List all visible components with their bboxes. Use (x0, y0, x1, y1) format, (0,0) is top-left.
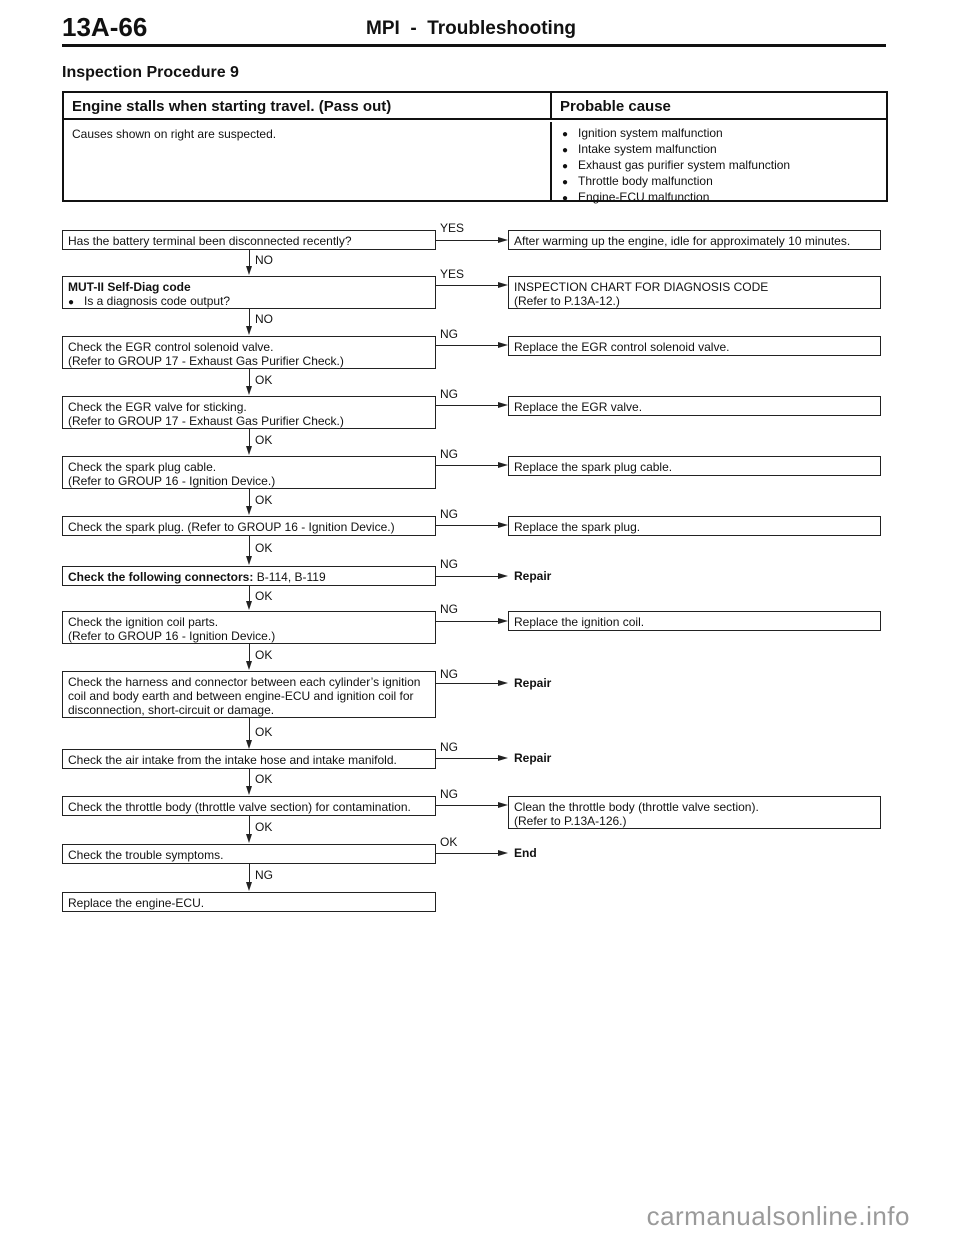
check-connectors-label: Check the following connectors: (68, 570, 254, 584)
check-line: Check the air intake from the intake hose and intake manifold. (68, 753, 397, 767)
arrow-down-icon (246, 506, 252, 515)
arrow-right-icon (498, 342, 508, 348)
check-line: Check the harness and connector between each cylinder’s ignition (68, 675, 421, 689)
connector-right (436, 285, 498, 286)
result-text: Repair (514, 676, 552, 690)
cause-text: Intake system malfunction (578, 142, 717, 156)
bullet-icon: ● (562, 129, 569, 140)
check-line: Check the throttle body (throttle valve section) for contamination. (68, 800, 411, 814)
connector-right (436, 758, 498, 759)
check-line: (Refer to GROUP 17 - Exhaust Gas Purifier Check.) (68, 354, 344, 368)
header-divider (62, 44, 886, 47)
result-line: Clean the throttle body (throttle valve section). (514, 800, 759, 814)
arrow-down-icon (246, 882, 252, 891)
check-box (62, 336, 436, 369)
result-box (508, 796, 881, 829)
check-line: Replace the engine-ECU. (68, 896, 205, 910)
connector-right (436, 525, 498, 526)
result-box (508, 230, 881, 250)
result-line: Replace the ignition coil. (514, 615, 645, 629)
bullet-icon: ● (68, 297, 75, 308)
result-text: Repair (514, 569, 552, 583)
check-box (62, 892, 436, 912)
result-box (508, 611, 881, 631)
arrow-right-icon (498, 522, 508, 528)
check-question: Is a diagnosis code output? (84, 294, 231, 308)
branch-label-down: OK (255, 725, 273, 739)
arrow-down-icon (246, 834, 252, 843)
branch-label-right: NG (440, 327, 458, 341)
result-line: Replace the spark plug. (514, 520, 641, 534)
cause-header: Probable cause (552, 93, 886, 120)
result-line: After warming up the engine, idle for approximately 10 minutes. (514, 234, 851, 248)
result-text: Repair (514, 751, 552, 765)
arrow-down-icon (246, 601, 252, 610)
arrow-right-icon (498, 462, 508, 468)
check-line: disconnection, short-circuit or damage. (68, 703, 275, 717)
branch-label-down: OK (255, 433, 273, 447)
connector-codes: B-114, B-119 (253, 570, 326, 584)
check-line: coil and body earth and between engine-ECU and ignition coil for (68, 689, 414, 703)
check-box (62, 456, 436, 489)
problem-table (62, 91, 888, 202)
branch-label-down: NO (255, 253, 273, 267)
connector-down (249, 864, 250, 882)
connector-right (436, 805, 498, 806)
branch-label-right: YES (440, 267, 465, 281)
cause-text: Exhaust gas purifier system malfunction (578, 158, 791, 172)
arrow-right-icon (498, 755, 508, 761)
branch-label-right: NG (440, 387, 458, 401)
check-line (68, 294, 430, 310)
branch-label-right: OK (440, 835, 458, 849)
arrow-down-icon (246, 661, 252, 670)
branch-label-right: NG (440, 740, 458, 754)
check-box (62, 671, 436, 718)
cause-text: Throttle body malfunction (578, 174, 713, 188)
arrow-down-icon (246, 740, 252, 749)
connector-down (249, 489, 250, 506)
branch-label-right: YES (440, 221, 465, 235)
page-code: 13A-66 (62, 12, 148, 42)
arrow-down-icon (246, 446, 252, 455)
check-line: Check the ignition coil parts. (68, 615, 219, 629)
cause-text: Ignition system malfunction (578, 126, 723, 140)
connector-right (436, 853, 498, 854)
arrow-right-icon (498, 402, 508, 408)
bullet-icon: ● (562, 177, 569, 188)
cause-list (552, 122, 896, 206)
result-line: INSPECTION CHART FOR DIAGNOSIS CODE (514, 280, 769, 294)
check-line: Check the spark plug. (Refer to GROUP 16 - Ignition Device.) (68, 520, 395, 534)
page-title: MPI - Troubleshooting (366, 18, 577, 39)
cause-item (562, 190, 896, 206)
connector-right (436, 240, 498, 241)
check-line: Check the trouble symptoms. (68, 848, 224, 862)
branch-label-down: OK (255, 648, 273, 662)
connector-down (249, 644, 250, 661)
check-line: (Refer to GROUP 17 - Exhaust Gas Purifier Check.) (68, 414, 344, 428)
cause-item (562, 174, 896, 190)
branch-label-down: OK (255, 541, 273, 555)
connector-down (249, 586, 250, 601)
connector-down (249, 816, 250, 834)
check-line: (Refer to GROUP 16 - Ignition Device.) (68, 629, 276, 643)
check-box (62, 566, 436, 586)
check-box (62, 611, 436, 644)
branch-label-right: NG (440, 447, 458, 461)
bullet-icon: ● (562, 193, 569, 204)
branch-label-down: OK (255, 589, 273, 603)
result-line: (Refer to P.13A-126.) (514, 814, 627, 828)
branch-label-down: OK (255, 493, 273, 507)
connector-down (249, 369, 250, 386)
mut-self-diag-title: MUT-II Self-Diag code (68, 280, 191, 294)
cause-item (562, 126, 896, 142)
check-box (62, 749, 436, 769)
arrow-right-icon (498, 802, 508, 808)
check-box (62, 844, 436, 864)
arrow-right-icon (498, 680, 508, 686)
connector-down (249, 718, 250, 740)
check-line: Check the spark plug cable. (68, 460, 217, 474)
result-box (508, 516, 881, 536)
result-box (508, 276, 881, 309)
check-line: Check the EGR control solenoid valve. (68, 340, 274, 354)
check-line: Has the battery terminal been disconnected recently? (68, 234, 352, 248)
branch-label-down: OK (255, 820, 273, 834)
connector-right (436, 576, 498, 577)
check-box (62, 796, 436, 816)
branch-label-down: NO (255, 312, 273, 326)
connector-right (436, 683, 498, 684)
branch-label-right: NG (440, 787, 458, 801)
connector-right (436, 465, 498, 466)
symptom-description: Causes shown on right are suspected. (64, 122, 552, 200)
check-line: (Refer to GROUP 16 - Ignition Device.) (68, 474, 276, 488)
arrow-right-icon (498, 850, 508, 856)
arrow-down-icon (246, 326, 252, 335)
bullet-icon: ● (562, 145, 569, 156)
connector-down (249, 429, 250, 446)
result-line: Replace the EGR valve. (514, 400, 643, 414)
arrow-down-icon (246, 786, 252, 795)
check-box (62, 396, 436, 429)
cause-text: Engine-ECU malfunction (578, 190, 710, 204)
connector-down (249, 250, 250, 266)
connector-right (436, 621, 498, 622)
branch-label-right: NG (440, 557, 458, 571)
result-line: Replace the spark plug cable. (514, 460, 673, 474)
result-line: (Refer to P.13A-12.) (514, 294, 620, 308)
arrow-right-icon (498, 282, 508, 288)
result-line: Replace the EGR control solenoid valve. (514, 340, 730, 354)
symptom-header: Engine stalls when starting travel. (Pass out) (64, 93, 552, 120)
cause-item (562, 142, 896, 158)
branch-label-down: NG (255, 868, 273, 882)
bullet-icon: ● (562, 161, 569, 172)
connector-right (436, 405, 498, 406)
arrow-right-icon (498, 618, 508, 624)
check-box (62, 516, 436, 536)
connector-down (249, 536, 250, 556)
arrow-down-icon (246, 556, 252, 565)
check-box (62, 230, 436, 250)
connector-right (436, 345, 498, 346)
branch-label-down: OK (255, 373, 273, 387)
arrow-right-icon (498, 237, 508, 243)
connector-down (249, 769, 250, 786)
branch-label-right: NG (440, 667, 458, 681)
connector-down (249, 309, 250, 326)
result-box (508, 456, 881, 476)
branch-label-right: NG (440, 602, 458, 616)
arrow-down-icon (246, 266, 252, 275)
arrow-down-icon (246, 386, 252, 395)
section-title: Inspection Procedure 9 (62, 64, 239, 81)
check-line: Check the EGR valve for sticking. (68, 400, 247, 414)
result-box (508, 396, 881, 416)
branch-label-down: OK (255, 772, 273, 786)
watermark: carmanualsonline.info (646, 1201, 910, 1231)
result-box (508, 336, 881, 356)
check-box (62, 276, 436, 309)
result-text: End (514, 846, 537, 860)
arrow-right-icon (498, 573, 508, 579)
cause-item (562, 158, 896, 174)
branch-label-right: NG (440, 507, 458, 521)
